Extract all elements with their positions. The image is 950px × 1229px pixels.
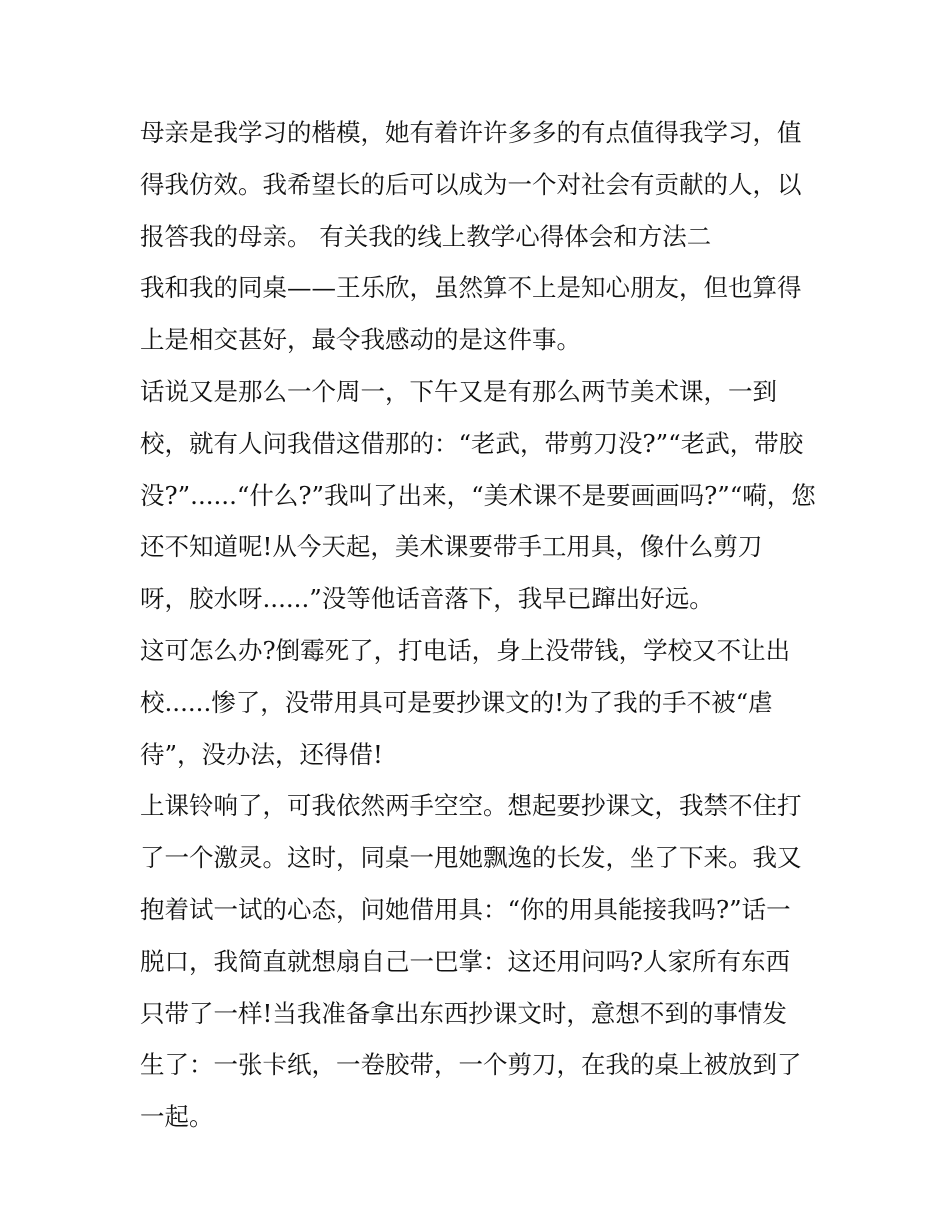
text-line: 呀，胶水呀......”没等他话音落下，我早已蹿出好远。 xyxy=(140,584,714,614)
text-line: 抱着试一试的心态，问她借用具：“你的用具能接我吗?”话一 xyxy=(140,894,791,924)
text-line: 报答我的母亲。 有关我的线上教学心得体会和方法二 xyxy=(140,221,712,251)
text-line: 没?”......“什么?”我叫了出来，“美术课不是要画画吗?”“嗬，您 xyxy=(140,480,816,510)
text-line: 了一个激灵。这时，同桌一甩她飘逸的长发，坐了下来。我又 xyxy=(140,843,802,873)
text-line: 得我仿效。我希望长的后可以成为一个对社会有贡献的人，以 xyxy=(140,169,802,199)
text-line: 脱口，我简直就想扇自己一巴掌：这还用问吗?人家所有东西 xyxy=(140,946,791,976)
text-line: 待”，没办法，还得借! xyxy=(140,739,383,769)
text-line: 话说又是那么一个周一，下午又是有那么两节美术课，一到 xyxy=(140,376,777,406)
text-line: 这可怎么办?倒霉死了，打电话，身上没带钱，学校又不让出 xyxy=(140,635,791,665)
text-line: 只带了一样!当我准备拿出东西抄课文时，意想不到的事情发 xyxy=(140,998,787,1028)
text-line: 一起。 xyxy=(140,1102,214,1132)
text-line: 校......惨了，没带用具可是要抄课文的!为了我的手不被“虐 xyxy=(140,687,773,717)
text-line: 还不知道呢!从今天起，美术课要带手工用具，像什么剪刀 xyxy=(140,532,763,562)
text-line: 上课铃响了，可我依然两手空空。想起要抄课文，我禁不住打 xyxy=(140,791,802,821)
text-line: 我和我的同桌——王乐欣，虽然算不上是知心朋友，但也算得 xyxy=(140,273,802,303)
text-line: 生了：一张卡纸，一卷胶带，一个剪刀，在我的桌上被放到了 xyxy=(140,1050,802,1080)
text-line: 校，就有人问我借这借那的：“老武，带剪刀没?”“老武，带胶 xyxy=(140,428,804,458)
text-line: 母亲是我学习的楷模，她有着许许多多的有点值得我学习，值 xyxy=(140,118,802,147)
body-text xyxy=(140,107,820,1143)
text-line: 上是相交甚好，最令我感动的是这件事。 xyxy=(140,325,581,355)
